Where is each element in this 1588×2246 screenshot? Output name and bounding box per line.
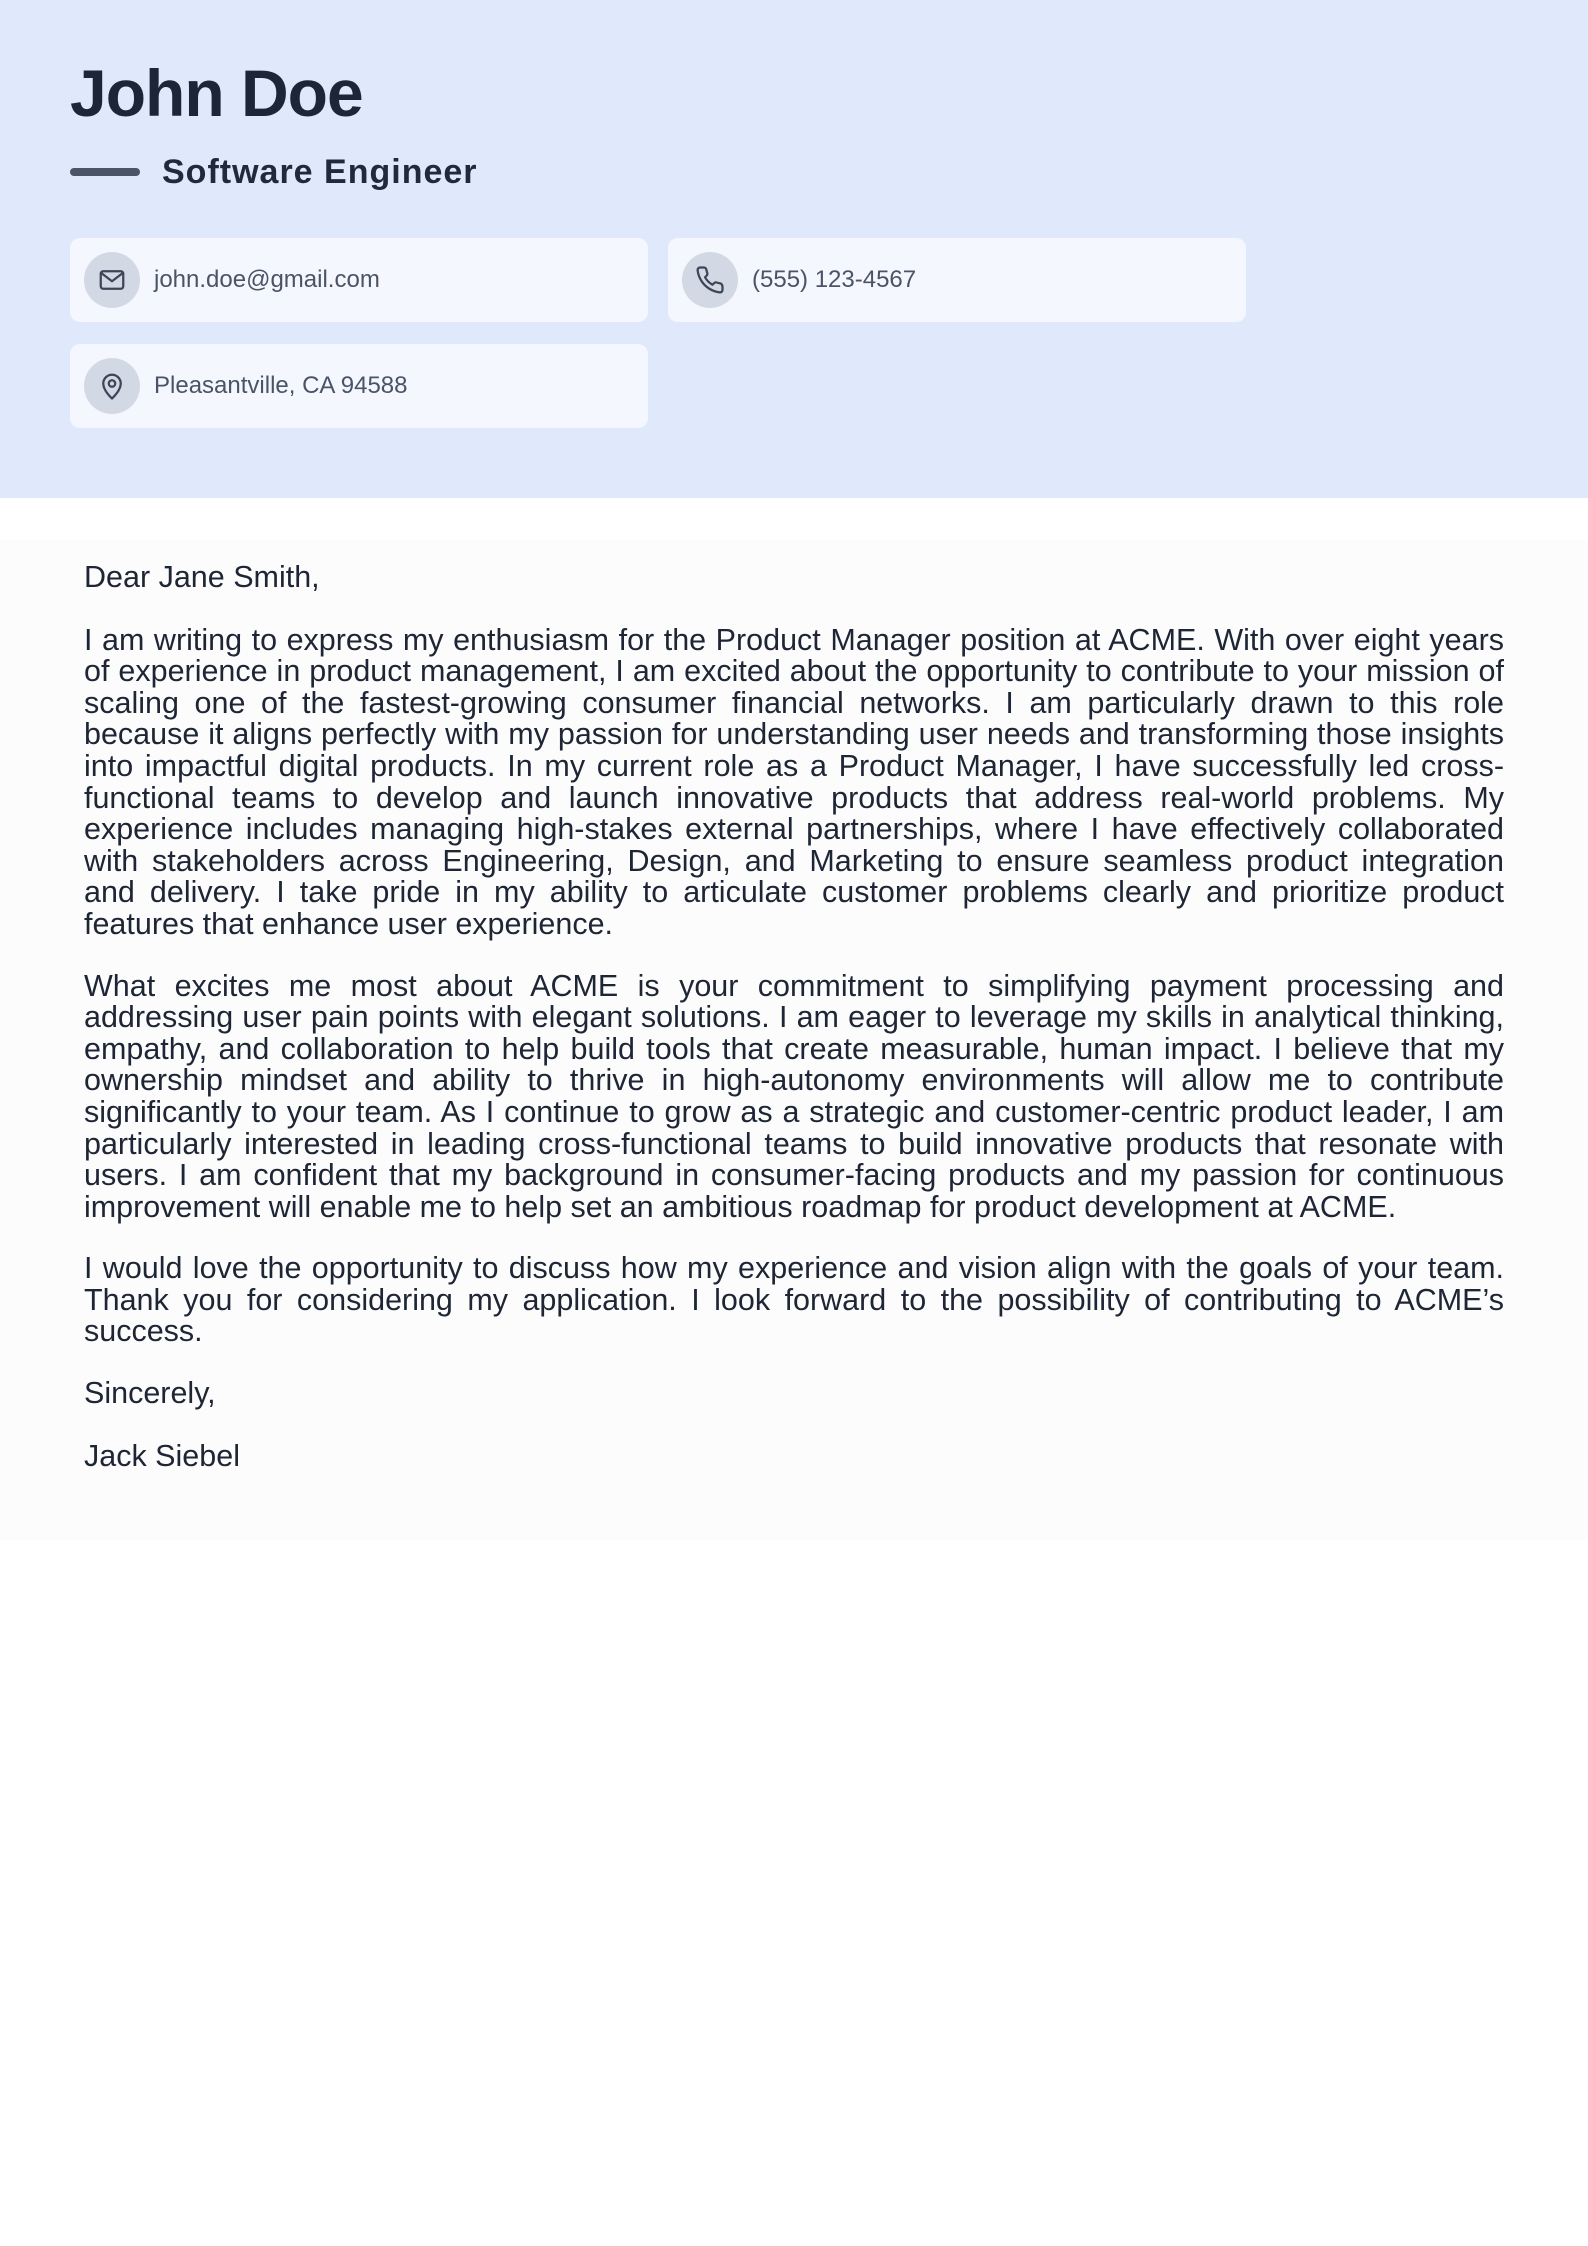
title-accent-bar bbox=[70, 168, 140, 176]
letter-body bbox=[84, 562, 1504, 1503]
mail-icon bbox=[84, 252, 140, 308]
email-card[interactable] bbox=[70, 238, 648, 322]
salutation: Dear Jane Smith, bbox=[84, 560, 320, 594]
letter-paragraph: What excites me most about ACME is your commitment to simplifying payment processing and addressing user pain points with elegant solutions. I am eager to leverage my skills in analytical thinking, empathy, and collaboration to help build tools that create measurable, human impact. I believe that my ownership mindset and ability to thrive in high-autonomy environments will allow me to contribute significantly to your team. As I continue to grow as a strategic and customer-centric product leader, I am particularly interested in leading cross-functional teams to build innovative products that resonate with users. I am confident that my background in consumer-facing products and my passion for continuous improvement will enable me to help set an ambitious roadmap for product development at ACME. bbox=[84, 968, 1504, 1224]
phone-text: (555) 123-4567 bbox=[752, 266, 917, 293]
candidate-name: John Doe bbox=[70, 56, 363, 130]
job-title: Software Engineer bbox=[162, 152, 478, 191]
location-card bbox=[70, 344, 648, 428]
signature: Jack Siebel bbox=[84, 1438, 240, 1473]
email-text: john.doe@gmail.com bbox=[154, 266, 380, 293]
map-pin-icon bbox=[84, 358, 140, 414]
letter-paragraph: I am writing to express my enthusiasm for the Product Manager position at ACME. With over eight years of experience in product management, I am excited about the opportunity to contribute to your mission of scaling one of the fastest-growing consumer financial networks. I am particularly drawn to this role because it aligns perfectly with my passion for understanding user needs and transforming those insights into impactful digital products. In my current role as a Product Manager, I have successfully led cross-functional teams to develop and launch innovative products that address real-world problems. My experience includes managing high-stakes external partnerships, where I have effectively collaborated with stakeholders across Engineering, Design, and Marketing to ensure seamless product integration and delivery. I take pride in my ability to articulate customer problems clearly and prioritize product features that enhance user experience. bbox=[84, 622, 1504, 941]
closing: Sincerely, bbox=[84, 1376, 216, 1411]
letter-paragraph: I would love the opportunity to discuss how my experience and vision align with the goals of your team. Thank you for considering my application. I look forward to the possibility of contributing to ACME’s success. bbox=[84, 1251, 1504, 1349]
phone-card[interactable] bbox=[668, 238, 1246, 322]
job-title-row bbox=[70, 150, 478, 194]
location-text: Pleasantville, CA 94588 bbox=[154, 372, 408, 399]
phone-icon bbox=[682, 252, 738, 308]
header-section bbox=[0, 0, 1588, 498]
